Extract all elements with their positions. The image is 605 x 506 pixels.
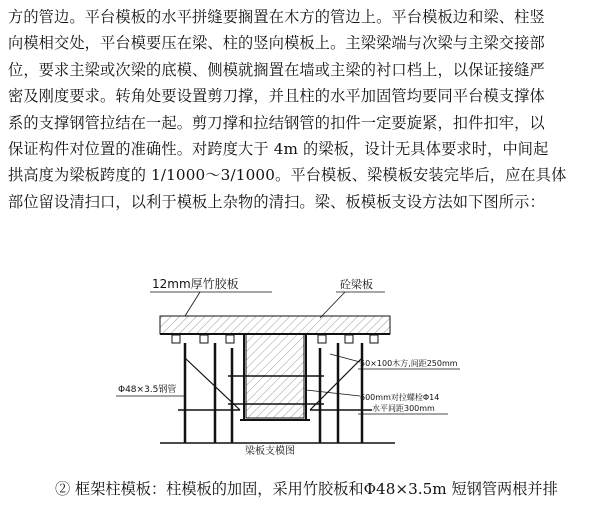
timber-joist	[345, 335, 353, 343]
timber-joist	[200, 335, 208, 343]
paragraph-line: 保证构件对位置的准确性。对跨度大于 4m 的梁板，设计无具体要求时，中间起	[8, 140, 549, 159]
list-marker: ②	[55, 480, 71, 498]
paragraph-line: 位，要求主梁或次梁的底模、侧模就搁置在墙或主梁的衬口档上，以保证接缝严	[8, 60, 545, 79]
diagram-caption: 梁板支模图	[245, 446, 295, 457]
paragraph-line: 方的管边。平台模板的水平拼缝要搁置在木方的管边上。平台模板边和梁、柱竖	[8, 8, 545, 26]
diagonal-brace	[310, 358, 362, 410]
timber-joist	[172, 335, 180, 343]
beam-formwork-diagram	[0, 258, 605, 458]
paragraph-line: 部位留设清扫口，以利于模板上杂物的清扫。梁、板模板支设方法如下图所示：	[8, 192, 545, 211]
label-bolt-line2: 水平间距300mm	[372, 404, 435, 413]
bottom-paragraph	[55, 478, 558, 500]
paragraph-line: 拱高度为梁板跨度的 1/1000～3/1000。平台模板、梁模板安装完毕后，应在具体	[8, 166, 567, 185]
paragraph-line: 向模相交处，平台模要压在梁、柱的竖向模板上。主梁梁端与次梁与主梁交接部	[8, 34, 545, 53]
timber-joist	[370, 335, 378, 343]
label-pipe: Φ48×3.5钢管	[118, 385, 177, 395]
label-timber: 50×100木方,间距250mm	[360, 359, 458, 368]
label-plywood: 12mm厚竹胶板	[152, 277, 239, 291]
label-bolt-line1: 600mm对拉螺栓Φ14	[360, 393, 440, 402]
bottom-text: 框架柱模板：柱模板的加固，采用竹胶板和Φ48×3.5m 短钢管两根并排	[75, 480, 558, 498]
body-paragraph	[8, 4, 600, 215]
concrete-slab	[160, 316, 390, 334]
timber-joist	[226, 335, 234, 343]
paragraph-line: 密及刚度要求。转角处要设置剪刀撑，并且柱的水平加固管均要同平台模支撑体	[8, 87, 545, 106]
leader-line	[306, 390, 360, 396]
leader-line	[185, 292, 200, 316]
leader-line	[330, 354, 360, 362]
label-concrete: 砼梁板	[340, 278, 373, 291]
leader-line	[320, 292, 345, 318]
timber-joist	[318, 335, 326, 343]
paragraph-line: 系的支撑钢管拉结在一起。剪刀撑和拉结钢管的扣件一定要旋紧，扣件扣牢，以	[8, 113, 545, 132]
